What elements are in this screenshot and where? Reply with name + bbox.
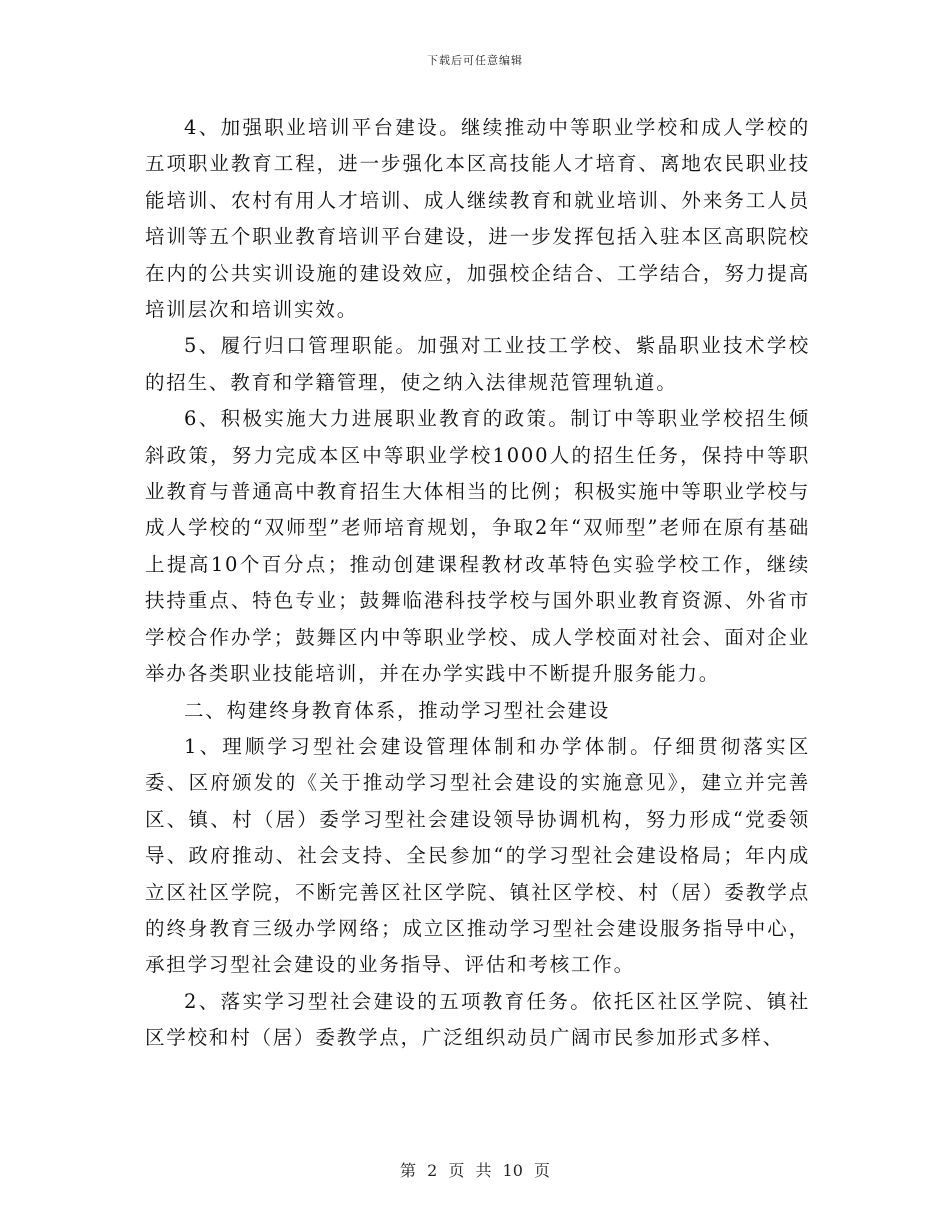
document-body: [145, 110, 810, 1057]
paragraph-management-function: 5、履行归口管理职能。加强对工业技工学校、紫晶职业技术学校的招生、教育和学籍管理，使之纳入法律规范管理轨道。: [145, 334, 810, 394]
paragraph-education-tasks: 2、落实学习型社会建设的五项教育任务。依托区社区学院、镇社区学校和村（居）委教学点，广泛组织动员广阔市民参加形式多样、: [145, 989, 810, 1050]
page-header: 下载后可任意编辑: [427, 54, 523, 67]
paragraph-management-system: 1、理顺学习型社会建设管理体制和办学体制。仔细贯彻落实区委、区府颁发的《关于推动学习型社会建设的实施意见》，建立并完善区、镇、村（居）委学习型社会建设领导协调机构，努力形成“党委领导、政府推动、社会支持、全民参加“的学习型社会建设格局；年内成立区社区学院，不断完善区社区学院、镇社区学校、村（居）委教学点的终身教育三级办学网络；成立区推动学习型社会建设服务指导中心，承担学习型社会建设的业务指导、评估和考核工作。: [145, 734, 810, 977]
paragraph-vocational-policy: 6、积极实施大力进展职业教育的政策。制订中等职业学校招生倾斜政策，努力完成本区中等职业学校1000人的招生任务，保持中等职业教育与普通高中教育招生大体相当的比例；积极实施中等职业学校与成人学校的“双师型”老师培育规划，争取2年“双师型”老师在原有基础上提高10个百分点；推动创建课程教材改革特色实验学校工作，继续扶持重点、特色专业；鼓舞临港科技学校与国外职业教育资源、外省市学校合作办学；鼓舞区内中等职业学校、成人学校面对社会、面对企业举办各类职业技能培训，并在办学实践中不断提升服务能力。: [145, 407, 810, 686]
paragraph-vocational-training-platform: 4、加强职业培训平台建设。继续推动中等职业学校和成人学校的五项职业教育工程，进一步强化本区高技能人才培育、离地农民职业技能培训、农村有用人才培训、成人继续教育和就业培训、外来务工人员培训等五个职业教育培训平台建设，进一步发挥包括入驻本区高职院校在内的公共实训设施的建设效应，加强校企结合、工学结合，努力提高培训层次和培训实效。: [145, 116, 810, 322]
page-number-footer: 第 2 页 共 10 页: [400, 1161, 550, 1180]
section-heading-lifelong-education: 二、构建终身教育体系，推动学习型社会建设: [184, 698, 611, 722]
